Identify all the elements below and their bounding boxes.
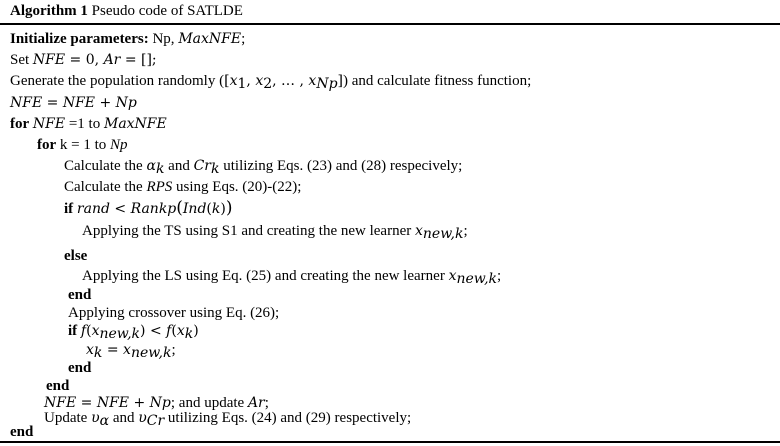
math-eq: = bbox=[42, 95, 63, 111]
text-k-loop: k = 1 to bbox=[56, 137, 111, 153]
text-to: =1 to bbox=[65, 116, 104, 132]
math-sub-new-k: new,k bbox=[130, 345, 172, 361]
keyword-else: else bbox=[64, 248, 88, 264]
math-nfe: NFE bbox=[10, 95, 43, 111]
math-sub-new-k: new,k bbox=[456, 271, 498, 287]
keyword-initialize: Initialize parameters: bbox=[10, 31, 149, 47]
text-and: and bbox=[109, 410, 139, 426]
math-nfe: NFE bbox=[32, 52, 66, 68]
math-np: Np bbox=[149, 395, 171, 411]
math-sub-1: 1 bbox=[237, 76, 247, 92]
math-x1: x bbox=[229, 73, 238, 89]
text-generate: Generate the population randomly ( bbox=[10, 73, 225, 89]
text-and: and bbox=[164, 158, 194, 174]
math-bracket-open: [ bbox=[224, 73, 230, 89]
math-sub-cr: Cr bbox=[146, 413, 165, 429]
keyword-for: for bbox=[37, 137, 57, 153]
text-semicolon: ; bbox=[463, 223, 468, 239]
text-and-update: ; and update bbox=[170, 395, 248, 411]
algorithm-title: Pseudo code of SATLDE bbox=[91, 3, 243, 19]
keyword-for: for bbox=[10, 116, 30, 132]
math-x: x bbox=[86, 342, 94, 358]
text-calculate: Calculate the bbox=[64, 158, 147, 174]
math-x: x bbox=[176, 323, 185, 339]
math-xnp: x bbox=[308, 73, 317, 89]
text-semicolon: ; bbox=[171, 342, 176, 358]
math-comma: , bbox=[246, 73, 256, 89]
algorithm-caption bbox=[10, 1, 243, 21]
math-maxnfe: MaxNFE bbox=[103, 116, 167, 132]
math-f: f bbox=[80, 323, 87, 339]
line-assign-xk bbox=[86, 340, 176, 360]
math-paren-open: ( bbox=[86, 323, 92, 339]
math-eq-zero: = 0, bbox=[65, 52, 104, 68]
math-ar: Ar bbox=[247, 395, 265, 411]
math-paren-open: ( bbox=[176, 198, 183, 218]
text-applying-ts: Applying the TS using S1 and creating the new learner bbox=[82, 223, 415, 239]
math-sub-np: Np bbox=[316, 76, 338, 92]
line-calc-rps bbox=[64, 177, 301, 197]
line-crossover bbox=[68, 303, 279, 323]
keyword-end: end bbox=[68, 287, 92, 303]
text-applying-ls: Applying the LS using Eq. (25) and creating the new learner bbox=[82, 268, 449, 284]
math-sub-k: k bbox=[93, 345, 103, 361]
keyword-end: end bbox=[68, 360, 92, 376]
text-np: Np bbox=[110, 137, 128, 153]
text-utilizing: utilizing Eqs. (23) and (28) respecively; bbox=[219, 158, 463, 174]
line-generate-population bbox=[10, 71, 531, 91]
math-eq-empty: = []; bbox=[120, 52, 157, 68]
math-paren-open: ( bbox=[171, 323, 177, 339]
math-x: x bbox=[448, 268, 457, 284]
math-rankp: Rankp bbox=[130, 201, 177, 217]
math-paren-close: ) bbox=[225, 198, 233, 218]
math-nfe: NFE bbox=[32, 116, 66, 132]
math-x: x bbox=[91, 323, 100, 339]
math-alpha: α bbox=[146, 158, 156, 174]
math-eq: = bbox=[76, 395, 97, 411]
math-nfe: NFE bbox=[96, 395, 130, 411]
line-outer-for bbox=[10, 114, 167, 134]
math-np: Np bbox=[115, 95, 137, 111]
math-lt: < bbox=[109, 201, 131, 217]
text-using: using Eqs. (20)-(22); bbox=[172, 179, 302, 195]
math-sub-k: k bbox=[211, 161, 220, 177]
line-set bbox=[10, 50, 157, 70]
algorithm-label: Algorithm 1 bbox=[10, 3, 88, 19]
math-paren-close: ) bbox=[140, 323, 146, 339]
math-sub-k: k bbox=[184, 326, 194, 342]
text-set: Set bbox=[10, 52, 33, 68]
math-paren-open: ( bbox=[206, 201, 212, 217]
math-sub-new-k: new,k bbox=[99, 326, 141, 342]
math-paren-close: ) bbox=[193, 323, 199, 339]
text-update: Update bbox=[44, 410, 92, 426]
math-cr: Cr bbox=[193, 158, 211, 174]
math-lt: < bbox=[145, 323, 167, 339]
text-semicolon: ; bbox=[264, 395, 269, 411]
text-utilizing: utilizing Eqs. (24) and (29) respectively; bbox=[164, 410, 412, 426]
text-calculate: Calculate the bbox=[64, 179, 147, 195]
line-else-applying-ls bbox=[64, 246, 501, 286]
bottom-rule bbox=[0, 441, 780, 443]
keyword-end: end bbox=[46, 378, 70, 394]
keyword-end: end bbox=[10, 424, 34, 440]
math-ar: Ar bbox=[103, 52, 121, 68]
math-f: f bbox=[166, 323, 172, 339]
text-rps: RPS bbox=[146, 179, 173, 195]
math-sub-alpha: α bbox=[99, 413, 110, 429]
math-plus: + bbox=[129, 395, 150, 411]
math-v: υ bbox=[138, 410, 147, 426]
math-x: x bbox=[123, 342, 131, 358]
line-end-outer-for bbox=[10, 424, 33, 441]
math-v: υ bbox=[91, 410, 100, 426]
line-calc-alpha-cr bbox=[64, 156, 462, 176]
keyword-if: if bbox=[68, 323, 78, 339]
math-sub-k: k bbox=[155, 161, 165, 177]
text-semicolon: ; bbox=[497, 268, 502, 284]
math-x2: x bbox=[255, 73, 264, 89]
text-semicolon: ; bbox=[241, 31, 246, 47]
math-ind: Ind bbox=[182, 201, 207, 217]
math-eq: = bbox=[102, 342, 124, 358]
line-init-parameters bbox=[10, 29, 245, 49]
math-sub-new-k: new,k bbox=[422, 226, 464, 242]
line-end-if-2 bbox=[68, 358, 91, 378]
line-if-rand bbox=[64, 198, 232, 219]
line-if-fitness bbox=[68, 321, 199, 341]
math-ellipsis: , … , bbox=[272, 73, 309, 89]
math-rand: rand bbox=[76, 201, 110, 217]
line-end-if bbox=[68, 285, 91, 305]
math-x: x bbox=[414, 223, 423, 239]
math-plus: + bbox=[95, 95, 116, 111]
math-maxnfe: MaxNFE bbox=[178, 31, 242, 47]
top-rule bbox=[0, 23, 780, 25]
text-crossover: Applying crossover using Eq. (26); bbox=[68, 305, 280, 321]
text-np: Np, bbox=[148, 31, 179, 47]
math-nfe: NFE bbox=[62, 95, 96, 111]
line-nfe-update bbox=[10, 93, 137, 113]
line-update-v bbox=[44, 410, 411, 427]
math-bracket-close: ] bbox=[337, 73, 343, 89]
math-sub-2: 2 bbox=[263, 76, 273, 92]
math-paren-close: ) bbox=[220, 201, 226, 217]
math-k: k bbox=[211, 201, 221, 217]
text-calc-fitness: ) and calculate fitness function; bbox=[343, 73, 532, 89]
line-applying-ts bbox=[82, 221, 468, 241]
keyword-if: if bbox=[64, 201, 74, 217]
line-inner-for bbox=[37, 135, 128, 155]
math-nfe: NFE bbox=[44, 395, 77, 411]
